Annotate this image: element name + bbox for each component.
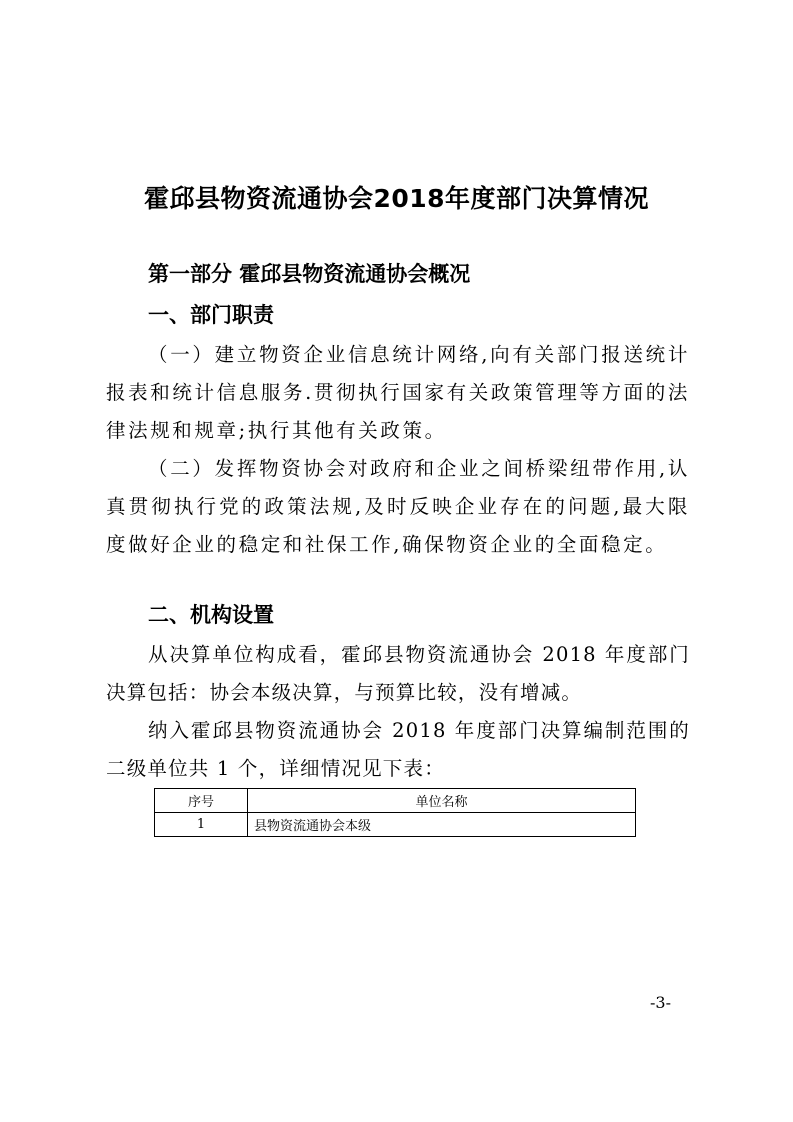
section-heading-duties: 一、部门职责: [148, 303, 274, 327]
table-header-number: 序号: [155, 789, 248, 813]
units-table: [154, 788, 636, 837]
document-title: 霍邱县物资流通协会2018年度部门决算情况: [143, 184, 650, 213]
table-row: [155, 813, 636, 837]
organization-paragraph-1: 从决算单位构成看，霍邱县物资流通协会 2018 年度部门决算包括：协会本级决算，与预算比较，没有增减。: [106, 643, 690, 704]
table-cell-unit-name: 县物资流通协会本级: [248, 813, 636, 837]
table-header-row: [155, 789, 636, 813]
section-heading-organization: 二、机构设置: [148, 603, 274, 627]
part-heading: 第一部分 霍邱县物资流通协会概况: [148, 262, 471, 286]
organization-paragraph-2: 纳入霍邱县物资流通协会 2018 年度部门决算编制范围的二级单位共 1 个，详细情况见下表：: [106, 719, 690, 780]
duties-paragraph-2: （二）发挥物资协会对政府和企业之间桥梁纽带作用,认真贯彻执行党的政策法规,及时反映企业存在的问题,最大限度做好企业的稳定和社保工作,确保物资企业的全面稳定。: [106, 457, 690, 556]
table-cell-number: 1: [155, 813, 248, 837]
duties-paragraph-1: （一）建立物资企业信息统计网络,向有关部门报送统计报表和统计信息服务.贯彻执行国家有关政策管理等方面的法律法规和规章;执行其他有关政策。: [106, 343, 690, 442]
table-header-unit-name: 单位名称: [248, 789, 636, 813]
page-number: -3-: [650, 993, 671, 1012]
